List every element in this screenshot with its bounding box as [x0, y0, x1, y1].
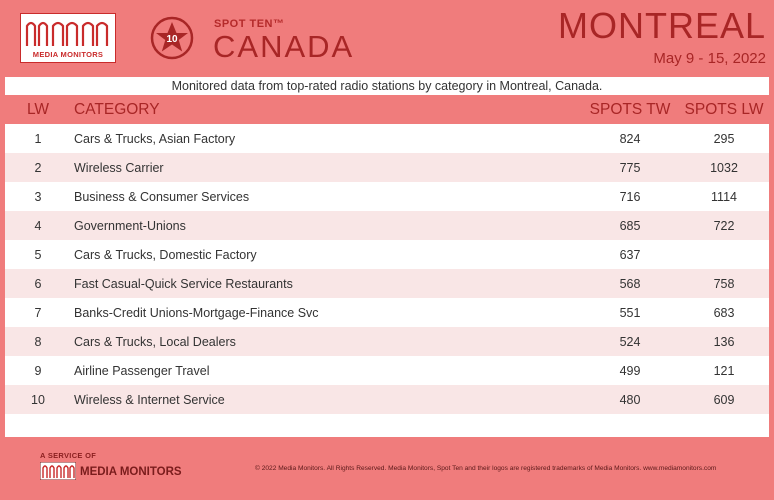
- spot-ten-badge: [150, 16, 194, 60]
- row-spots-lw: 295: [713, 132, 735, 146]
- row-lw: 2: [34, 161, 42, 175]
- row-spots-tw: 716: [619, 190, 641, 204]
- table-row: [5, 327, 769, 356]
- table-row: [5, 182, 769, 211]
- header-spots-lw: SPOTS LW: [684, 101, 764, 118]
- subtitle: Monitored data from top-rated radio stations by category in Montreal, Canada.: [5, 77, 769, 95]
- row-lw: 9: [34, 364, 42, 378]
- row-category: Wireless Carrier: [74, 161, 164, 175]
- table-row: [5, 153, 769, 182]
- badge-number: 10: [166, 34, 178, 45]
- footer-waveform-icon: [40, 462, 76, 480]
- row-category: Cars & Trucks, Domestic Factory: [74, 248, 257, 262]
- table-row: [5, 124, 769, 153]
- row-spots-tw: 480: [619, 393, 641, 407]
- row-category: Airline Passenger Travel: [74, 364, 210, 378]
- table-row: [5, 269, 769, 298]
- spot-ten-kicker: SPOT TEN™: [214, 18, 285, 30]
- row-spots-tw: 637: [619, 248, 641, 262]
- table-row: [5, 211, 769, 240]
- row-lw: 3: [34, 190, 42, 204]
- row-spots-tw: 685: [619, 219, 641, 233]
- row-spots-tw: 551: [619, 306, 641, 320]
- row-spots-tw: 524: [619, 335, 641, 349]
- row-spots-lw: 722: [713, 219, 735, 233]
- table-row: [5, 385, 769, 414]
- header-category: CATEGORY: [74, 101, 160, 118]
- country-title: CANADA: [213, 29, 355, 64]
- row-category: Government-Unions: [74, 219, 186, 233]
- table-row: [5, 240, 769, 269]
- row-spots-lw: 1114: [711, 190, 737, 204]
- city-title: MONTREAL: [557, 5, 766, 46]
- rankings-table: [5, 95, 769, 437]
- row-lw: 6: [34, 277, 42, 291]
- row-spots-lw: 758: [713, 277, 735, 291]
- table-row: [5, 356, 769, 385]
- row-spots-lw: 609: [713, 393, 735, 407]
- footer-logo-text: MEDIA MONITORS: [80, 466, 182, 478]
- copyright-notice: © 2022 Media Monitors. All Rights Reserved. Media Monitors, Spot Ten and their logos are registered trademarks of Media Monitors. www.mediamonitors.com: [255, 465, 717, 472]
- row-spots-tw: 824: [619, 132, 641, 146]
- row-spots-tw: 775: [619, 161, 641, 175]
- row-spots-tw: 499: [619, 364, 641, 378]
- service-label: A SERVICE OF: [40, 451, 97, 460]
- row-category: Banks-Credit Unions-Mortgage-Finance Svc: [74, 306, 319, 320]
- row-spots-lw: 121: [713, 364, 735, 378]
- row-category: Cars & Trucks, Asian Factory: [74, 132, 236, 146]
- table-row: [5, 298, 769, 327]
- row-lw: 8: [34, 335, 42, 349]
- row-lw: 10: [31, 393, 45, 407]
- header-lw: LW: [26, 101, 50, 118]
- row-spots-lw: 1032: [710, 161, 738, 175]
- row-lw: 5: [34, 248, 42, 262]
- row-lw: 1: [34, 132, 42, 146]
- logo-wordmark: MEDIA MONITORS: [32, 50, 104, 59]
- waveform-icon: [25, 18, 111, 48]
- media-monitors-logo: [20, 13, 116, 63]
- row-lw: 4: [34, 219, 42, 233]
- date-range: May 9 - 15, 2022: [653, 50, 766, 67]
- row-category: Fast Casual-Quick Service Restaurants: [74, 277, 293, 291]
- row-category: Business & Consumer Services: [74, 190, 250, 204]
- row-spots-lw: 683: [713, 306, 735, 320]
- row-spots-tw: 568: [619, 277, 641, 291]
- row-category: Cars & Trucks, Local Dealers: [74, 335, 236, 349]
- row-lw: 7: [34, 306, 42, 320]
- table-header: [5, 95, 769, 124]
- row-spots-lw: 136: [713, 335, 735, 349]
- header-spots-tw: SPOTS TW: [589, 101, 671, 118]
- row-category: Wireless & Internet Service: [74, 393, 225, 407]
